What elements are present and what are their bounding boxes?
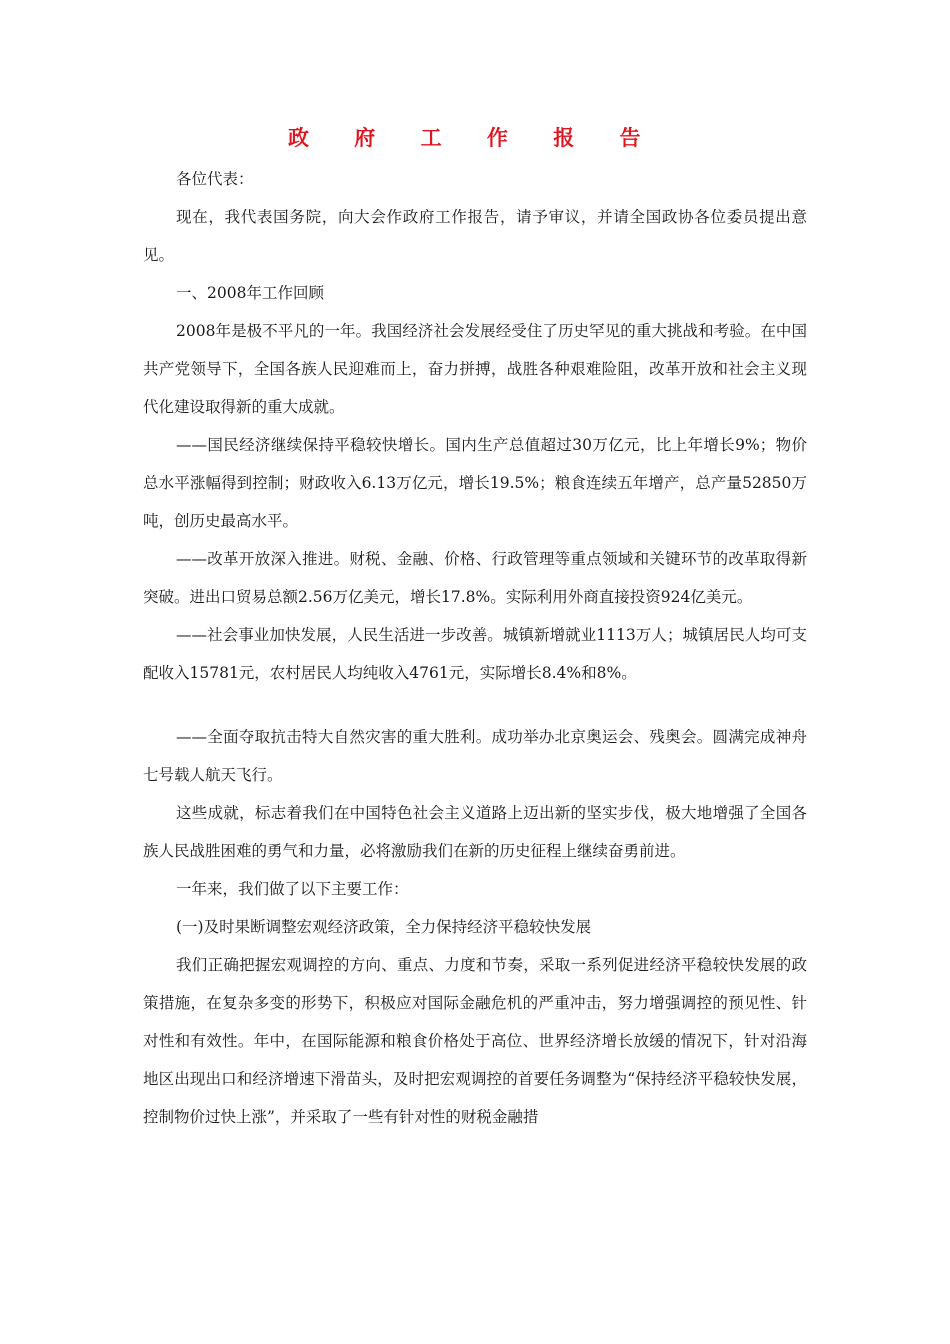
subsection-heading: (一)及时果断调整宏观经济政策，全力保持经济平稳较快发展 — [176, 918, 592, 936]
paragraph-work-intro: 一年来，我们做了以下主要工作： — [176, 880, 409, 898]
salutation: 各位代表： — [176, 170, 254, 188]
paragraph-gap — [143, 692, 807, 718]
section-heading: 一、2008年工作回顾 — [176, 284, 324, 302]
document-title: 政 府 工 作 报 告 — [288, 125, 660, 150]
paragraph-social: ——社会事业加快发展，人民生活进一步改善。城镇新增就业1113万人；城镇居民人均可支配收入15781元，农村居民人均纯收入4761元，实际增长8.4%和8%。 — [143, 626, 807, 682]
paragraph-macro-policy: 我们正确把握宏观调控的方向、重点、力度和节奏，采取一系列促进经济平稳较快发展的政策措施，在复杂多变的形势下，积极应对国际金融危机的严重冲击，努力增强调控的预见性、针对性和有效性。年中，在国际能源和粮食价格处于高位、世界经济增长放缓的情况下，针对沿海地区出现出口和经济增速下滑苗头，及时把宏观调控的首要任务调整为“保持经济平稳较快发展，控制物价过快上涨”，并采取了一些有针对性的财税金融措 — [143, 956, 807, 1126]
document-body — [143, 160, 807, 1136]
intro-paragraph: 现在，我代表国务院，向大会作政府工作报告，请予审议，并请全国政协各位委员提出意见。 — [143, 208, 807, 264]
paragraph-reform: ——改革开放深入推进。财税、金融、价格、行政管理等重点领域和关键环节的改革取得新突破。进出口贸易总额2.56万亿美元，增长17.8%。实际利用外商直接投资924亿美元。 — [143, 550, 807, 606]
paragraph-overview: 2008年是极不平凡的一年。我国经济社会发展经受住了历史罕见的重大挑战和考验。在中国共产党领导下，全国各族人民迎难而上，奋力拼搏，战胜各种艰难险阻，改革开放和社会主义现代化建设取得新的重大成就。 — [143, 322, 807, 416]
paragraph-disaster: ——全面夺取抗击特大自然灾害的重大胜利。成功举办北京奥运会、残奥会。圆满完成神舟七号载人航天飞行。 — [143, 728, 807, 784]
paragraph-economy: ——国民经济继续保持平稳较快增长。国内生产总值超过30万亿元，比上年增长9%；物价总水平涨幅得到控制；财政收入6.13万亿元，增长19.5%；粮食连续五年增产，总产量52850万吨，创历史最高水平。 — [143, 436, 807, 530]
paragraph-achievements: 这些成就，标志着我们在中国特色社会主义道路上迈出新的坚实步伐，极大地增强了全国各族人民战胜困难的勇气和力量，必将激励我们在新的历史征程上继续奋勇前进。 — [143, 804, 807, 860]
